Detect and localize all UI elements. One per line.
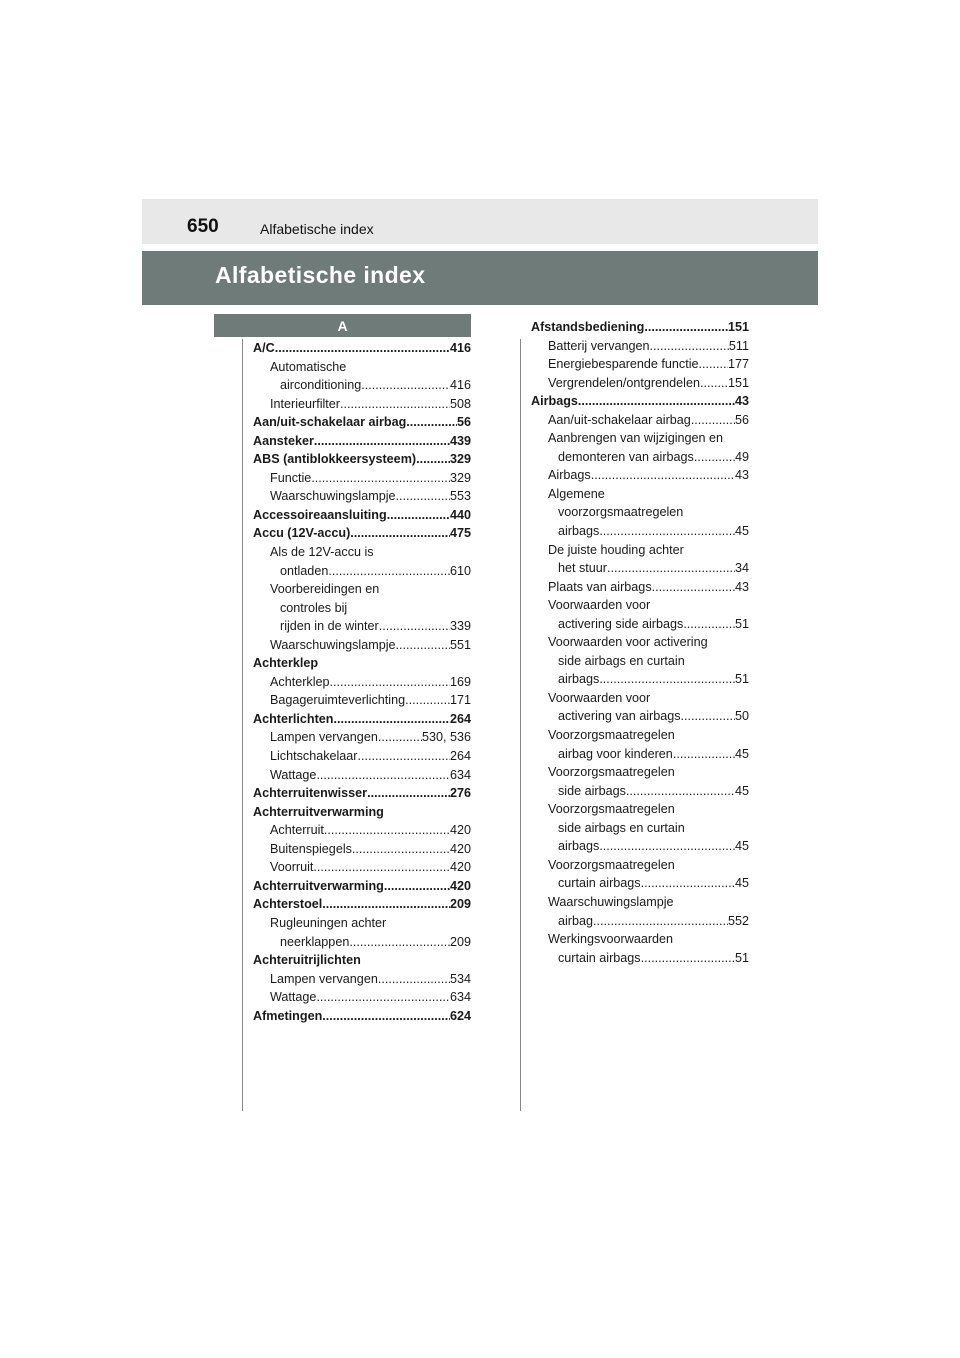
index-heading [253, 450, 471, 469]
page-number: 650 [187, 216, 219, 237]
page-reference: 209 [449, 897, 471, 912]
index-subentry [531, 837, 749, 856]
page-reference: 43 [734, 468, 749, 483]
index-subentry [531, 745, 749, 764]
dot-leader [699, 355, 728, 374]
entry-label: Vergrendelen/ontgrendelen [548, 375, 700, 390]
page-reference: 45 [734, 839, 749, 854]
index-subentry [531, 874, 749, 893]
entry-label: Afstandsbediening [531, 320, 645, 334]
page-reference: 151 [727, 320, 749, 334]
index-heading: Achteruitrijlichten [253, 953, 361, 968]
index-subentry: De juiste houding achter [548, 542, 684, 557]
index-subentry: Voorwaarden voor [548, 598, 651, 613]
dot-leader [700, 374, 728, 393]
page-reference: 51 [734, 672, 749, 687]
dot-leader [324, 821, 450, 840]
index-subentry [531, 912, 749, 931]
index-heading [253, 710, 471, 729]
index-subentry: Voorzorgsmaatregelen [548, 857, 675, 872]
page-reference: 475 [449, 526, 471, 541]
index-subentry [253, 487, 471, 506]
entry-label: airbag voor kinderen [558, 746, 673, 761]
dot-leader [641, 874, 735, 893]
entry-label: Wattage [270, 767, 317, 782]
entry-label: Airbags [531, 394, 578, 409]
index-subentry [253, 617, 471, 636]
page-reference: 264 [449, 749, 471, 764]
index-subentry [253, 858, 471, 877]
dot-leader [333, 710, 450, 729]
dot-leader [316, 766, 450, 785]
page-reference: 171 [449, 693, 471, 708]
page-reference: 56 [456, 415, 471, 430]
dot-leader [322, 1007, 450, 1026]
entry-label: Lichtschakelaar [270, 749, 358, 764]
entry-label: Aan/uit-schakelaar airbag [253, 415, 407, 430]
entry-label: Lampen vervangen [270, 971, 378, 986]
section-letter: A [337, 317, 348, 334]
entry-label: Aansteker [253, 433, 314, 448]
index-heading [253, 339, 471, 358]
dot-leader [340, 395, 450, 414]
entry-label: airbags [558, 839, 600, 854]
index-subentry: controles bij [280, 600, 348, 615]
entry-label: Aan/uit-schakelaar airbag [548, 412, 691, 427]
index-subentry [253, 469, 471, 488]
entry-label: Batterij vervangen [548, 338, 650, 353]
index-subentry [531, 670, 749, 689]
index-subentry [253, 988, 471, 1007]
index-heading: Achterruitverwarming [253, 804, 384, 819]
dot-leader [275, 339, 450, 358]
entry-label: rijden in de winter [280, 619, 379, 634]
dot-leader [641, 949, 735, 968]
index-subentry: Voorzorgsmaatregelen [548, 802, 675, 817]
dot-leader [599, 522, 735, 541]
entry-label: Airbags [548, 468, 591, 483]
entry-label: Achterklep [270, 674, 330, 689]
index-subentry: Waarschuwingslampje [548, 894, 674, 909]
entry-label: demonteren van airbags [558, 449, 694, 464]
column-divider-left [242, 339, 243, 1111]
page-reference: 439 [449, 433, 471, 448]
index-subentry: Algemene [548, 486, 605, 501]
entry-label: ontladen [280, 563, 329, 578]
index-subentry: Voorwaarden voor [548, 690, 651, 705]
page-reference: 151 [727, 375, 749, 390]
column-divider-right [520, 339, 521, 1111]
index-heading [253, 524, 471, 543]
dot-leader [349, 933, 450, 952]
page-reference: 339 [449, 619, 471, 634]
page-reference: 49 [734, 449, 749, 464]
index-subentry: side airbags en curtain [558, 820, 685, 835]
section-letter-header [214, 314, 471, 337]
dot-leader [593, 912, 728, 931]
index-subentry: Als de 12V-accu is [270, 545, 374, 560]
index-subentry [253, 691, 471, 710]
index-subentry [253, 766, 471, 785]
index-subentry [531, 707, 749, 726]
dot-leader [358, 747, 450, 766]
entry-label: airconditioning [280, 378, 362, 393]
dot-leader [652, 578, 735, 597]
entry-label: Achterruitverwarming [253, 878, 384, 893]
dot-leader [330, 673, 450, 692]
dot-leader [328, 562, 450, 581]
dot-leader [578, 392, 735, 411]
entry-label: activering van airbags [558, 709, 681, 724]
dot-leader [378, 970, 450, 989]
index-subentry [253, 673, 471, 692]
entry-label: Wattage [270, 990, 317, 1005]
page-reference: 634 [449, 767, 471, 782]
index-column-right [531, 318, 749, 967]
page-reference: 551 [449, 637, 471, 652]
entry-label: neerklappen [280, 934, 350, 949]
index-heading [253, 432, 471, 451]
page-reference: 51 [734, 950, 749, 965]
page-reference: 420 [449, 823, 471, 838]
dot-leader [405, 691, 450, 710]
page-reference: 276 [449, 786, 471, 801]
entry-label: airbags [558, 672, 600, 687]
page-reference: 34 [734, 561, 749, 576]
entry-label: Voorruit [270, 860, 314, 875]
page-reference: 511 [728, 338, 749, 353]
entry-label: ABS (antiblokkeersysteem) [253, 452, 417, 467]
entry-label: curtain airbags [558, 950, 641, 965]
dot-leader [396, 636, 450, 655]
index-subentry [531, 355, 749, 374]
dot-leader [406, 413, 457, 432]
index-subentry [253, 395, 471, 414]
index-subentry [531, 782, 749, 801]
page-reference: 43 [734, 394, 749, 409]
index-subentry: Voorzorgsmaatregelen [548, 765, 675, 780]
page-reference: 43 [734, 579, 749, 594]
dot-leader [322, 895, 450, 914]
dot-leader [681, 707, 735, 726]
page-reference: 610 [449, 563, 471, 578]
page-reference: 530, 536 [421, 730, 471, 745]
entry-label: airbag [558, 913, 594, 928]
index-subentry: Voorzorgsmaatregelen [548, 728, 675, 743]
entry-label: Interieurfilter [270, 396, 340, 411]
entry-label: Waarschuwingslampje [270, 637, 396, 652]
dot-leader [311, 469, 450, 488]
entry-label: Achterlichten [253, 711, 334, 726]
dot-leader [350, 524, 450, 543]
index-subentry [531, 374, 749, 393]
index-subentry [531, 411, 749, 430]
index-subentry [253, 970, 471, 989]
page-reference: 552 [727, 913, 749, 928]
index-heading: Achterklep [253, 656, 319, 671]
index-heading [253, 413, 471, 432]
dot-leader [626, 782, 735, 801]
index-subentry [531, 578, 749, 597]
entry-label: Achterruitenwisser [253, 786, 368, 801]
index-subentry: side airbags en curtain [558, 653, 685, 668]
page-reference: 534 [449, 971, 471, 986]
entry-label: het stuur [558, 561, 608, 576]
dot-leader [387, 506, 450, 525]
entry-label: Afmetingen [253, 1008, 323, 1023]
entry-label: Accessoireaansluiting [253, 507, 387, 522]
dot-leader [650, 337, 729, 356]
page-reference: 209 [449, 934, 471, 949]
page-reference: 553 [449, 489, 471, 504]
entry-label: Energiebesparende functie [548, 357, 699, 372]
dot-leader [396, 487, 450, 506]
dot-leader [644, 318, 728, 337]
entry-label: Achterstoel [253, 897, 323, 912]
index-subentry [253, 562, 471, 581]
page-reference: 50 [734, 709, 749, 724]
entry-label: side airbags [558, 783, 626, 798]
index-heading [253, 784, 471, 803]
index-heading [253, 1007, 471, 1026]
entry-label: activering side airbags [558, 616, 684, 631]
index-subentry [253, 728, 471, 747]
page-reference: 416 [449, 341, 471, 355]
index-subentry [253, 376, 471, 395]
index-subentry: Aanbrengen van wijzigingen en [548, 431, 724, 446]
page-reference: 420 [449, 860, 471, 875]
dot-leader [599, 670, 735, 689]
page-reference: 329 [449, 452, 471, 467]
index-subentry [531, 615, 749, 634]
index-column-left [253, 339, 471, 1025]
index-subentry: voorzorgsmaatregelen [558, 505, 684, 520]
entry-label: Buitenspiegels [270, 841, 352, 856]
index-subentry [253, 933, 471, 952]
index-subentry [253, 636, 471, 655]
entry-label: Plaats van airbags [548, 579, 652, 594]
entry-label: curtain airbags [558, 876, 641, 891]
index-subentry: Werkingsvoorwaarden [548, 932, 674, 947]
page-reference: 416 [449, 378, 471, 393]
entry-label: Waarschuwingslampje [270, 489, 396, 504]
dot-leader [314, 432, 450, 451]
dot-leader [361, 376, 450, 395]
page-title: Alfabetische index [215, 262, 426, 288]
page-reference: 177 [727, 357, 749, 372]
index-subentry [531, 949, 749, 968]
entry-label: Bagageruimteverlichting [270, 693, 406, 708]
index-subentry [531, 559, 749, 578]
page-reference: 56 [734, 412, 749, 427]
dot-leader [691, 411, 735, 430]
page-reference: 45 [734, 876, 749, 891]
page-reference: 440 [449, 507, 471, 522]
index-heading [253, 895, 471, 914]
dot-leader [352, 840, 450, 859]
page-reference: 264 [449, 711, 471, 726]
running-title: Alfabetische index [260, 221, 374, 237]
page-reference: 624 [449, 1008, 471, 1023]
dot-leader [607, 559, 735, 578]
index-subentry: Rugleuningen achter [270, 915, 387, 930]
index-subentry [531, 522, 749, 541]
entry-label: Accu (12V-accu) [253, 526, 351, 541]
index-heading [531, 318, 749, 337]
page-reference: 420 [449, 841, 471, 856]
page-reference: 329 [449, 470, 471, 485]
index-subentry [531, 448, 749, 467]
dot-leader [599, 837, 735, 856]
dot-leader [379, 617, 450, 636]
dot-leader [367, 784, 450, 803]
entry-label: Functie [270, 470, 312, 485]
index-subentry [531, 337, 749, 356]
dot-leader [384, 877, 450, 896]
entry-label: airbags [558, 524, 600, 539]
page-reference: 45 [734, 746, 749, 761]
entry-label: A/C [253, 341, 275, 355]
index-subentry [253, 747, 471, 766]
index-subentry: Voorwaarden voor activering [548, 635, 708, 650]
header-band [142, 199, 818, 244]
page-reference: 634 [449, 990, 471, 1005]
page-reference: 45 [734, 783, 749, 798]
index-heading [531, 392, 749, 411]
page-reference: 420 [449, 878, 471, 893]
dot-leader [416, 450, 450, 469]
dot-leader [694, 448, 735, 467]
page-reference: 45 [734, 524, 749, 539]
index-subentry: Voorbereidingen en [270, 582, 380, 597]
index-subentry [253, 821, 471, 840]
dot-leader [313, 858, 450, 877]
index-subentry [531, 466, 749, 485]
dot-leader [673, 745, 735, 764]
dot-leader [683, 615, 735, 634]
dot-leader [378, 728, 422, 747]
page-reference: 51 [734, 616, 749, 631]
index-subentry [253, 840, 471, 859]
page-reference: 508 [449, 396, 471, 411]
index-heading [253, 506, 471, 525]
entry-label: Lampen vervangen [270, 730, 378, 745]
page-reference: 169 [449, 674, 471, 689]
dot-leader [591, 466, 735, 485]
entry-label: Achterruit [270, 823, 324, 838]
index-subentry: Automatische [270, 359, 347, 374]
index-heading [253, 877, 471, 896]
dot-leader [316, 988, 450, 1007]
